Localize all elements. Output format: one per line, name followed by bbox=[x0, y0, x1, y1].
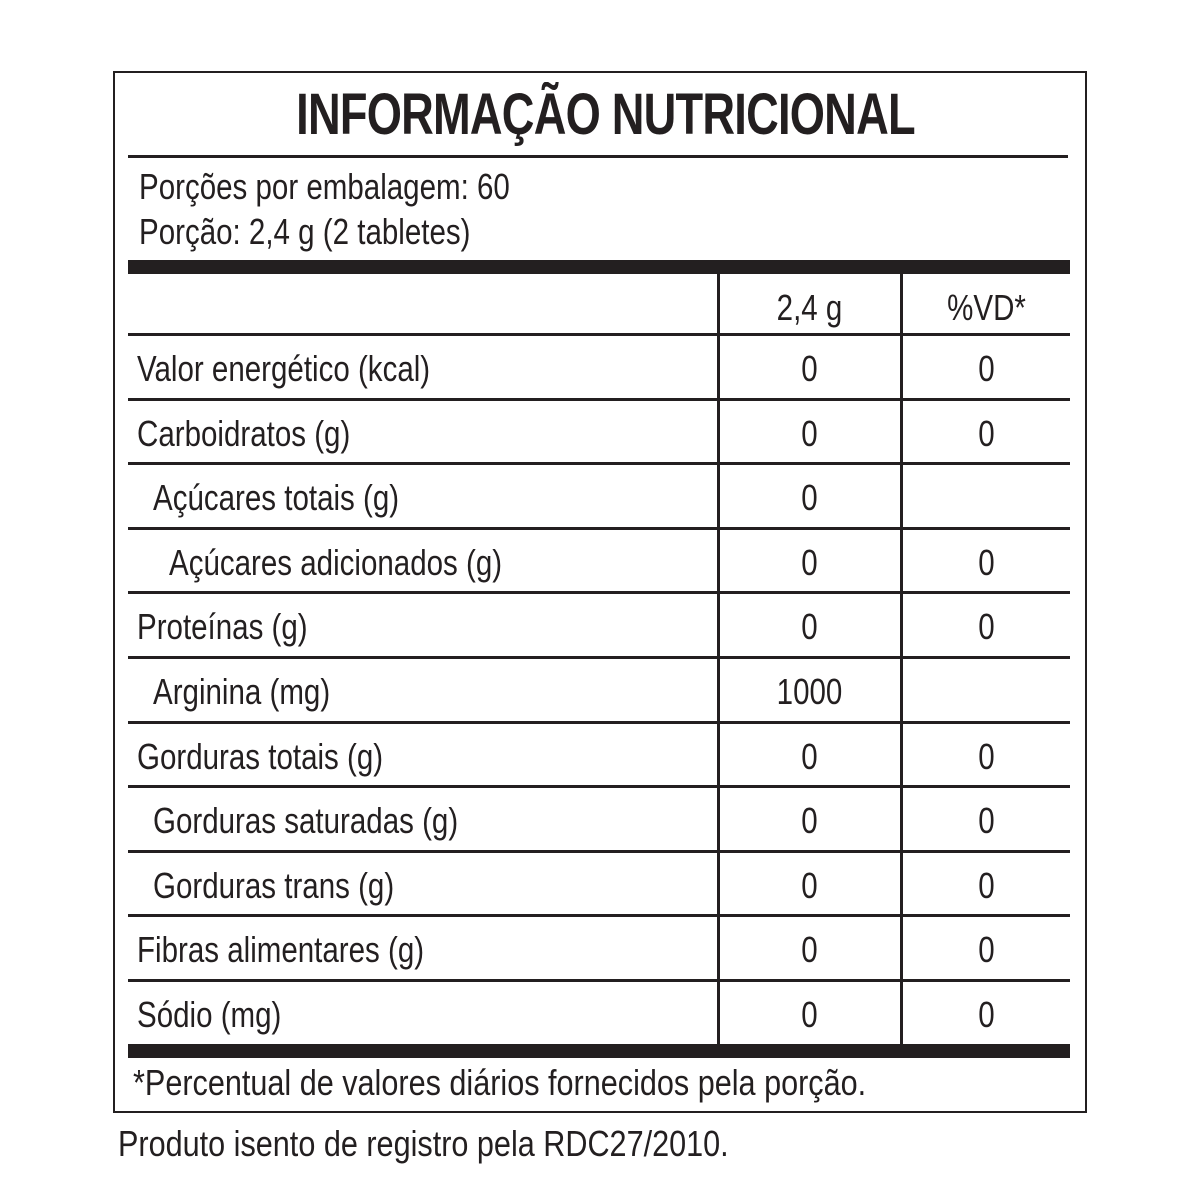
footer-thick-divider bbox=[128, 1044, 1070, 1058]
row-divider bbox=[128, 850, 1070, 853]
serving-size: Porção: 2,4 g (2 tabletes) bbox=[139, 211, 471, 252]
nutrient-amount: 0 bbox=[801, 413, 818, 454]
nutrient-amount: 0 bbox=[801, 800, 818, 841]
nutrient-amount: 0 bbox=[801, 994, 818, 1035]
row-divider bbox=[128, 462, 1070, 465]
nutrient-amount: 0 bbox=[801, 348, 818, 389]
nutrient-dv: 0 bbox=[978, 348, 995, 389]
nutrient-dv: 0 bbox=[978, 865, 995, 906]
nutrient-name: Proteínas (g) bbox=[137, 606, 308, 647]
nutrient-amount: 0 bbox=[801, 542, 818, 583]
row-divider bbox=[128, 398, 1070, 401]
nutrient-name: Açúcares totais (g) bbox=[153, 477, 400, 518]
servings-per-package: Porções por embalagem: 60 bbox=[139, 166, 510, 207]
row-divider bbox=[128, 721, 1070, 724]
nutrient-name: Açúcares adicionados (g) bbox=[169, 542, 503, 583]
footnote: *Percentual de valores diários fornecidos pela porção. bbox=[133, 1062, 867, 1103]
nutrient-dv: 0 bbox=[978, 606, 995, 647]
nutrient-name: Arginina (mg) bbox=[153, 671, 331, 712]
nutrient-name: Valor energético (kcal) bbox=[137, 348, 431, 389]
nutrient-dv: 0 bbox=[978, 736, 995, 777]
label-title: INFORMAÇÃO NUTRICIONAL bbox=[296, 82, 915, 147]
nutrient-amount: 0 bbox=[801, 606, 818, 647]
column-divider-amount bbox=[717, 274, 720, 1046]
row-divider bbox=[128, 914, 1070, 917]
registration-note: Produto isento de registro pela RDC27/2010. bbox=[118, 1123, 729, 1164]
nutrient-amount: 0 bbox=[801, 929, 818, 970]
row-divider bbox=[128, 979, 1070, 982]
nutrient-name: Gorduras totais (g) bbox=[137, 736, 384, 777]
column-header-amount: 2,4 g bbox=[776, 287, 843, 328]
table-header-divider bbox=[128, 333, 1070, 336]
row-divider bbox=[128, 785, 1070, 788]
row-divider bbox=[128, 527, 1070, 530]
nutrient-amount: 0 bbox=[801, 477, 818, 518]
title-divider bbox=[128, 155, 1068, 158]
nutrient-name: Sódio (mg) bbox=[137, 994, 282, 1035]
nutrient-dv: 0 bbox=[978, 929, 995, 970]
nutrient-dv: 0 bbox=[978, 542, 995, 583]
nutrient-name: Gorduras saturadas (g) bbox=[153, 800, 459, 841]
nutrient-dv: 0 bbox=[978, 413, 995, 454]
nutrient-amount: 0 bbox=[801, 736, 818, 777]
nutrient-name: Fibras alimentares (g) bbox=[137, 929, 425, 970]
row-divider bbox=[128, 656, 1070, 659]
nutrient-name: Gorduras trans (g) bbox=[153, 865, 395, 906]
nutrient-amount: 1000 bbox=[776, 671, 843, 712]
nutrient-amount: 0 bbox=[801, 865, 818, 906]
header-thick-divider bbox=[128, 260, 1070, 274]
column-header-dv: %VD* bbox=[947, 287, 1026, 328]
nutrient-dv: 0 bbox=[978, 800, 995, 841]
column-divider-dv bbox=[900, 274, 903, 1046]
row-divider bbox=[128, 591, 1070, 594]
nutrient-dv: 0 bbox=[978, 994, 995, 1035]
nutrient-name: Carboidratos (g) bbox=[137, 413, 351, 454]
